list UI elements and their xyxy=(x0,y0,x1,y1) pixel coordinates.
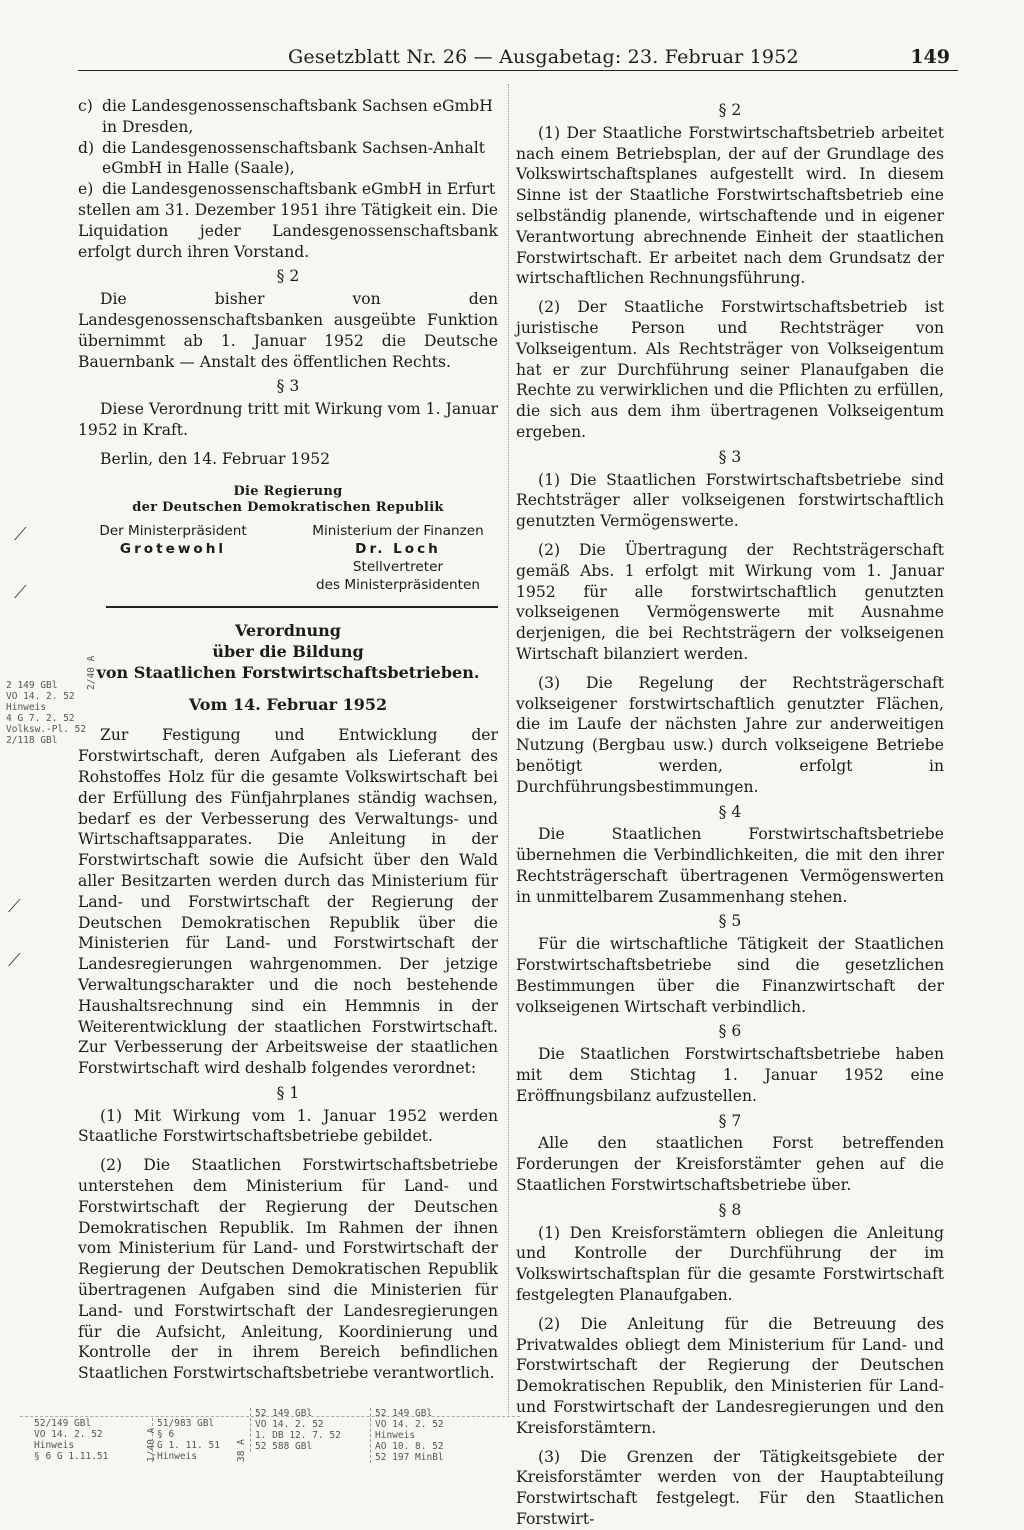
paragraph: (2) Die Anleitung für die Betreuung des Privatwaldes obliegt dem Ministerium für Land- und Forstwirtschaft der Regierung der Deutschen Demokratischen Republik, den Ministerien für Land- und Forstwirtschaft der Landesregierungen und den Kreisforstämtern. xyxy=(516,1314,944,1437)
paragraph: Die bisher von den Landesgenossenschaftsbanken ausgeübte Funktion übernimmt ab 1. Januar 1952 die Deutsche Bauernbank — Anstalt des öffentlichen Rechts. xyxy=(78,290,498,371)
paragraph: (3) Die Grenzen der Tätigkeitsgebiete der Kreisforstämter werden von der Hauptabteilung Forstwirtschaft festgelegt. Für den Staatlichen Forstwirt- xyxy=(516,1447,944,1528)
list-item: e) die Landesgenossenschaftsbank eGmbH in Erfurt xyxy=(78,180,496,199)
paragraph: (1) Der Staatliche Forstwirtschaftsbetrieb arbeitet nach einem Betriebsplan, der auf der Grundlage des Volkswirtschaftsplanes aufgestellt wird. In diesem Sinne ist der Staatliche Forstwirtschaftsbetrieb eine selbständig planende, wirtschaftende und in eigener Verantwortung abrechnende Einheit der staatlichen Forstwirtschaft. Er arbeitet nach dem Grundsatz der wirtschaftlichen Rechnungsführung. xyxy=(516,123,944,288)
reference-stamp: 52 149 GBl VO 14. 2. 52 Hinweis AO 10. 8. 52 52 197 MinBl xyxy=(370,1408,444,1463)
section-heading: § 6 xyxy=(718,1022,742,1041)
paragraph: Die Staatlichen Forstwirtschaftsbetriebe übernehmen die Verbindlichkeiten, die mit den ihrer Rechtsträgerschaft übertragenen Vermögenswerten in unmittelbarem Zusammenhang stehen. xyxy=(516,825,944,906)
signatures xyxy=(78,522,498,594)
signature-left: Der Ministerpräsident Grotewohl xyxy=(99,522,247,557)
section-heading: § 7 xyxy=(718,1111,742,1130)
reference-stamp: 52 149 GBl VO 14. 2. 52 1. DB 12. 7. 52 52 588 GBl xyxy=(250,1408,341,1452)
paragraph: Alle den staatlichen Forst betreffenden Forderungen der Kreisforstämter gehen auf die Staatlichen Forstwirtschaftsbetriebe über. xyxy=(516,1134,944,1195)
page-header xyxy=(78,44,958,71)
paragraph: (2) Die Staatlichen Forstwirtschaftsbetriebe unterstehen dem Ministerium für Land- und Forstwirtschaft der Regierung der Deutschen Demokratischen Republik. Im Rahmen der ihnen vom Ministerium für Land- und Forstwirtschaft der Regierung der Deutschen Demokratischen Republik übertragenen Aufgaben sind die Ministerien für Land- und Forstwirtschaft der Landesregierungen für die Aufsicht, Anleitung, Koordinierung und Kontrolle der in ihrem Bereich befindlichen Staatlichen Forstwirtschaftsbetriebe verantwortlich. xyxy=(78,1156,498,1383)
handwritten-tick: ⟋ xyxy=(14,524,27,545)
paragraph: (2) Die Übertragung der Rechtsträgerschaft gemäß Abs. 1 erfolgt mit Wirkung vom 1. Januar 1952 für alle forstwirtschaftlich genutzten volkseigenen Vermögenswerte mit Ausnahme derjenigen, die bei Rechtsträgern der volkseigenen Wirtschaft bilanziert werden. xyxy=(516,540,944,663)
page-number: 149 xyxy=(910,46,950,68)
reference-stamp: 52/149 GBl VO 14. 2. 52 Hinweis § 6 G 1.11.51 xyxy=(34,1418,109,1462)
handwritten-tick: ⟋ xyxy=(8,950,21,971)
handwritten-tick: ⟋ xyxy=(14,582,27,603)
section-heading: § 5 xyxy=(718,912,742,931)
paragraph: (1) Die Staatlichen Forstwirtschaftsbetriebe sind Rechtsträger aller volkseigenen forstwirtschaftlich genutzten Vermögenswerte. xyxy=(516,470,944,531)
paragraph: Die Staatlichen Forstwirtschaftsbetriebe haben mit dem Stichtag 1. Januar 1952 eine Eröffnungsbilanz aufzustellen. xyxy=(516,1045,944,1105)
list-item: c) die Landesgenossenschaftsbank Sachsen eGmbH in Dresden, xyxy=(78,97,493,136)
section-heading: § 3 xyxy=(718,447,742,466)
stamp-code: 1/40 A xyxy=(146,1427,157,1462)
preamble: Zur Festigung und Entwicklung der Forstwirtschaft, deren Aufgaben als Lieferant des Rohstoffes Holz für die gesamte Volkswirtschaft bei der Erfüllung des Fünfjahrplanes ständig wachsen, bedarf es der Verbesserung des Verwaltungs- und Wirtschaftsapparates. Die Anleitung in der Forstwirtschaft sowie die Aufsicht über den Wald aller Besitzarten werden durch das Ministerium für Land- und Forstwirtschaft der Regierung der Deutschen Demokratischen Republik über die Ministerien für Land- und Forstwirtschaft der Landesregierungen wahrgenommen. Der jetzige Verwaltungscharakter und die noch bestehende Haushaltsrechnung sind ein Hemmnis in der Weiterentwicklung der staatlichen Forstwirtschaft. Zur Verbesserung der Arbeitsweise der staatlichen Forstwirtschaft wird deshalb folgendes verordnet: xyxy=(78,726,498,1078)
section-heading: § 2 xyxy=(718,101,742,119)
right-column xyxy=(516,96,944,1530)
regulation-date: Vom 14. Februar 1952 xyxy=(188,694,388,714)
column-divider xyxy=(508,84,509,1414)
government-signature: Die Regierung der Deutschen Demokratischen Republik xyxy=(132,483,444,515)
regulation-title: Verordnung über die Bildung von Staatlichen Forstwirtschaftsbetrieben. xyxy=(96,620,480,682)
section-heading: § 1 xyxy=(276,1083,300,1102)
paragraph: Diese Verordnung tritt mit Wirkung vom 1. Januar 1952 in Kraft. xyxy=(78,400,498,439)
section-heading: § 3 xyxy=(276,377,300,396)
place-date: Berlin, den 14. Februar 1952 xyxy=(100,449,331,468)
section-rule xyxy=(106,606,498,608)
section-heading: § 2 xyxy=(276,267,300,286)
header-title: Gesetzblatt Nr. 26 — Ausgabetag: 23. Februar 1952 xyxy=(288,46,799,68)
section-heading: § 8 xyxy=(718,1200,742,1219)
section-heading: § 4 xyxy=(718,802,742,821)
closing-paragraph: stellen am 31. Dezember 1951 ihre Tätigkeit ein. Die Liquidation jeder Landesgenossenschaftsbank erfolgt durch ihren Vorstand. xyxy=(78,200,498,261)
stamp-code: 38 A xyxy=(236,1439,247,1462)
margin-annotation: 2 149 GBl VO 14. 2. 52 Hinweis 4 G 7. 2. 52 Volksw.-Pl. 52 2/118 GBl xyxy=(6,680,87,746)
reference-stamp: 51/983 GBl § 6 G 1. 11. 51 Hinweis xyxy=(152,1418,220,1462)
signature-right: Ministerium der Finanzen Dr. Loch Stellvertreter des Ministerpräsidenten xyxy=(312,522,484,593)
paragraph: (1) Mit Wirkung vom 1. Januar 1952 werden Staatliche Forstwirtschaftsbetriebe gebildet. xyxy=(78,1106,498,1146)
left-column xyxy=(78,96,498,1384)
paragraph: (3) Die Regelung der Rechtsträgerschaft volkseigener forstwirtschaftlich genutzter Flächen, die im Laufe der nächsten Jahre zur anderweitigen Nutzung (Bergbau usw.) durch volkseigene Betriebe benötigt werden, erfolgt in Durchführungsbestimmungen. xyxy=(516,673,944,796)
list-item: d) die Landesgenossenschaftsbank Sachsen-Anhalt eGmbH in Halle (Saale), xyxy=(78,138,486,178)
paragraph: (2) Der Staatliche Forstwirtschaftsbetrieb ist juristische Person und Rechtsträger von Volkseigentum. Als Rechtsträger von Volkseigentum hat er zur Durchführung seiner Planaufgaben die Rechte zu verwirklichen und die Pflichten zu erfüllen, die sich aus dem ihm übertragenen Volkseigentum ergeben. xyxy=(516,298,944,441)
handwritten-tick: ⟋ xyxy=(8,896,21,917)
margin-code: 2/40 A xyxy=(86,655,97,690)
paragraph: (1) Den Kreisforstämtern obliegen die Anleitung und Kontrolle der Durchführung der im Volkswirtschaftsplan für die gesamte Forstwirtschaft festgelegten Planaufgaben. xyxy=(516,1223,944,1305)
paragraph: Für die wirtschaftliche Tätigkeit der Staatlichen Forstwirtschaftsbetriebe sind die gesetzlichen Bestimmungen über die Finanzwirtschaft der volkseigenen Wirtschaft verbindlich. xyxy=(516,935,944,1016)
